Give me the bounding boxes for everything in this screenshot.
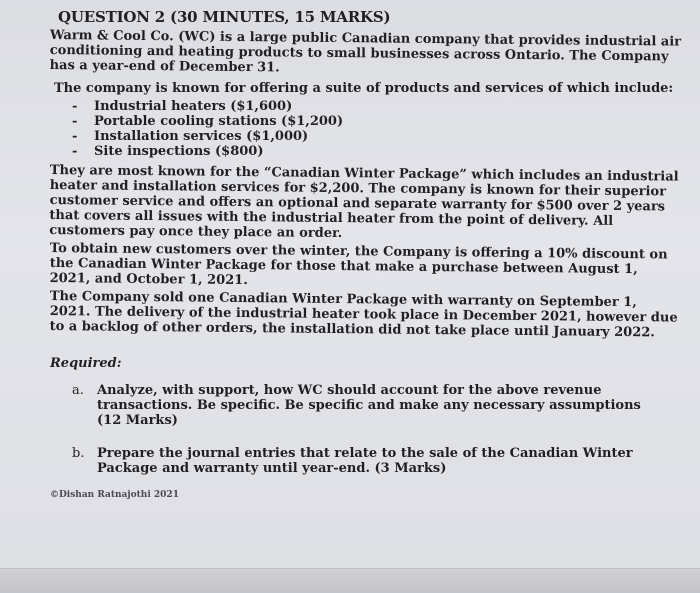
screen-bottom-edge — [0, 568, 700, 593]
list-item — [72, 144, 682, 159]
list-item — [72, 99, 682, 114]
sale-paragraph: The Company sold one Canadian Winter Package with warranty on September 1, 2021. The delivery of the industrial heater took place in December 2021, however due to a backlog of other orders, the installation did not take place until January 2022. — [49, 289, 678, 341]
list-item-text: Industrial heaters ($1,600) — [94, 99, 293, 114]
required-part-b — [72, 446, 682, 476]
intro-paragraph: Warm & Cool Co. (WC) is a large public Canadian company that provides industrial air conditioning and heating products to small businesses across Ontario. The Company has a year-end of December 31. — [49, 28, 682, 76]
products-list — [50, 99, 682, 159]
required-parts-list — [50, 383, 682, 476]
part-text: Prepare the journal entries that relate to the sale of the Canadian Winter Package and warranty until year-end. (3 Marks) — [97, 446, 633, 476]
part-letter: b. — [72, 446, 85, 461]
list-item-text: Site inspections ($800) — [94, 144, 264, 159]
part-text: Analyze, with support, how WC should account for the above revenue transactions. Be specific. Be specific and make any necessary assumptions (12 Marks) — [97, 383, 641, 428]
list-item-text: Installation services ($1,000) — [94, 129, 309, 144]
list-item — [72, 129, 682, 144]
list-item-text: Portable cooling stations ($1,200) — [94, 114, 344, 129]
required-heading: Required: — [50, 356, 122, 371]
list-item — [72, 114, 682, 129]
winter-package-paragraph: They are most known for the “Canadian Winter Package” which includes an industrial heater and installation services for $2,200. The company is known for their superior customer service and offers an optional and separate warranty for $500 over 2 years that covers all issues with the industrial heater from the point of delivery. All customers pay once they place an order. — [49, 163, 679, 242]
dash-bullet: - — [72, 144, 78, 159]
required-part-a — [72, 383, 682, 428]
products-lead-text: The company is known for offering a suite of products and services of which include: — [54, 81, 674, 96]
dash-bullet: - — [72, 129, 78, 144]
discount-paragraph: To obtain new customers over the winter, the Company is offering a 10% discount on the Canadian Winter Package for those that make a purchase between August 1, 2021, and October 1, 2021. — [49, 241, 668, 289]
part-letter: a. — [72, 383, 84, 398]
question-title: QUESTION 2 (30 MINUTES, 15 MARKS) — [58, 8, 391, 26]
dash-bullet: - — [72, 114, 78, 129]
dash-bullet: - — [72, 99, 78, 114]
copyright-notice: ©Dishan Ratnajothi 2021 — [50, 490, 179, 500]
